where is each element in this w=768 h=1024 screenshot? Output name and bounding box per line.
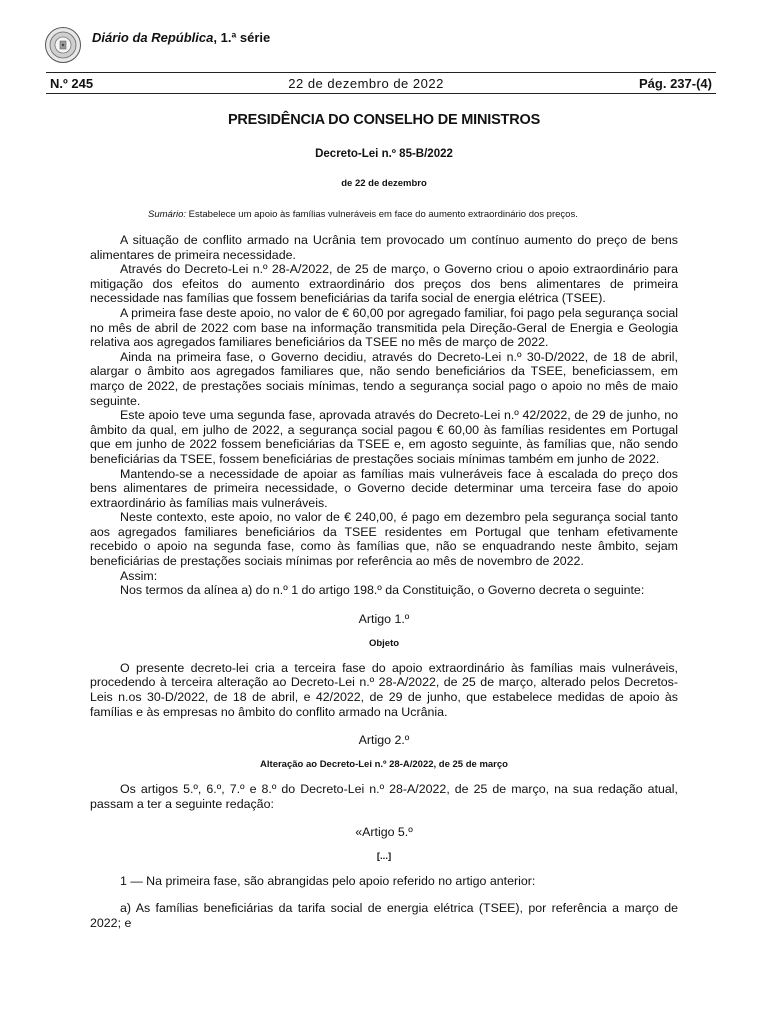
preamble-paragraph: A primeira fase deste apoio, no valor de € 60,00 por agregado familiar, foi pago pela segurança social no mês de abril de 2022 com base na informação transmitida pela Direção-Geral de Energia e Geologia relativa aos agregados familiares beneficiários da TSEE no mês de março de 2022.: [90, 305, 678, 350]
journal-series: , 1.ª série: [213, 30, 271, 45]
article-2-text: Os artigos 5.º, 6.º, 7.º e 8.º do Decreto-Lei n.º 28-A/2022, de 25 de março, na sua redação atual, passam a ter a seguinte redação:: [90, 782, 678, 811]
issue-number: N.º 245: [50, 75, 94, 91]
quoted-item-1: 1 — Na primeira fase, são abrangidas pelo apoio referido no artigo anterior:: [120, 874, 536, 889]
summary-text: Estabelece um apoio às famílias vulneráveis em face do aumento extraordinário dos preços.: [186, 209, 578, 220]
article-1-text: O presente decreto-lei cria a terceira fase do apoio extraordinário às famílias mais vulneráveis, procedendo à terceira alteração ao Decreto-Lei n.º 28-A/2022, de 25 de março, alterado pelos Decretos-Leis n.os 30-D/2022, de 18 de abril, e 42/2022, de 29 de junho, que estabelece medidas de apoio às famílias e às empresas no âmbito do conflito armado na Ucrânia.: [90, 660, 678, 719]
preamble-paragraph: Através do Decreto-Lei n.º 28-A/2022, de 25 de março, o Governo criou o apoio extraordinário para mitigação dos efeitos do aumento extraordinário dos preços dos bens alimentares de primeira necessidade nas famílias que fossem beneficiárias da tarifa social de energia elétrica (TSEE).: [90, 262, 678, 306]
summary: [148, 209, 622, 221]
article-2-title: Alteração ao Decreto-Lei n.º 28-A/2022, de 25 de março: [260, 759, 508, 771]
document-body: [90, 106, 678, 930]
issue-date: 22 de dezembro de 2022: [288, 75, 444, 91]
issue-line: [46, 72, 716, 94]
decree-date: de 22 de dezembro: [341, 178, 427, 189]
preamble-paragraph: Assim:: [120, 568, 158, 583]
preamble-paragraph: Nos termos da alínea a) do n.º 1 do artigo 198.º da Constituição, o Governo decreta o seguinte:: [120, 583, 645, 598]
summary-label: Sumário:: [148, 209, 187, 220]
journal-title: [92, 30, 270, 45]
preamble-paragraph: Ainda na primeira fase, o Governo decidiu, através do Decreto-Lei n.º 30-D/2022, de 18 de abril, alargar o âmbito aos agregados familiares que, não sendo beneficiários da TSEE, beneficiassem, em março de 2022, de prestações sociais mínimas, tendo a segurança social pago o apoio no mês de maio seguinte.: [90, 349, 678, 408]
journal-header: [44, 26, 734, 66]
preamble-paragraph: Neste contexto, este apoio, no valor de € 240,00, é pago em dezembro pela segurança social tanto aos agregados familiares beneficiários da TSEE residentes em Portugal que tenham efetivamente recebido o apoio na segunda fase, como às famílias que, não se enquadrando neste âmbito, sejam beneficiárias de prestações sociais mínimas por referência ao mês de novembro de 2022.: [90, 510, 678, 569]
preamble-paragraph: Este apoio teve uma segunda fase, aprovada através do Decreto-Lei n.º 42/2022, de 29 de junho, no âmbito da qual, em julho de 2022, a segurança social pagou € 60,00 às famílias residentes em Portugal que em junho de 2022 fossem beneficiárias da TSEE e, em agosto seguinte, às famílias que, não sendo beneficiárias da TSEE, fossem beneficiárias de prestações sociais mínimas também em junho de 2022.: [90, 408, 678, 466]
quoted-article-heading: «Artigo 5.º: [355, 825, 413, 840]
preamble-paragraph: Mantendo-se a necessidade de apoiar as famílias mais vulneráveis face à escalada do preço dos bens alimentares de primeira necessidade, o Governo decide determinar uma terceira fase do apoio extraordinário às famílias mais vulneráveis.: [90, 466, 678, 510]
decree-title: Decreto-Lei n.º 85-B/2022: [315, 148, 453, 160]
article-1-title: Objeto: [368, 637, 400, 649]
page-number: Pág. 237-(4): [639, 75, 712, 91]
ministry-heading: PRESIDÊNCIA DO CONSELHO DE MINISTROS: [227, 112, 541, 128]
journal-name: Diário da República: [92, 30, 214, 45]
article-1-heading: Artigo 1.º: [358, 611, 410, 626]
article-2-heading: Artigo 2.º: [358, 733, 410, 748]
preamble-paragraph: A situação de conflito armado na Ucrânia tem provocado um contínuo aumento do preço de bens alimentares de primeira necessidade.: [90, 233, 678, 262]
quoted-article-title: [...]: [376, 851, 392, 863]
republic-seal-icon: [44, 26, 82, 64]
preamble: [90, 233, 678, 598]
quoted-item-a: a) As famílias beneficiárias da tarifa social de energia elétrica (TSEE), por referência a março de 2022; e: [90, 901, 678, 930]
